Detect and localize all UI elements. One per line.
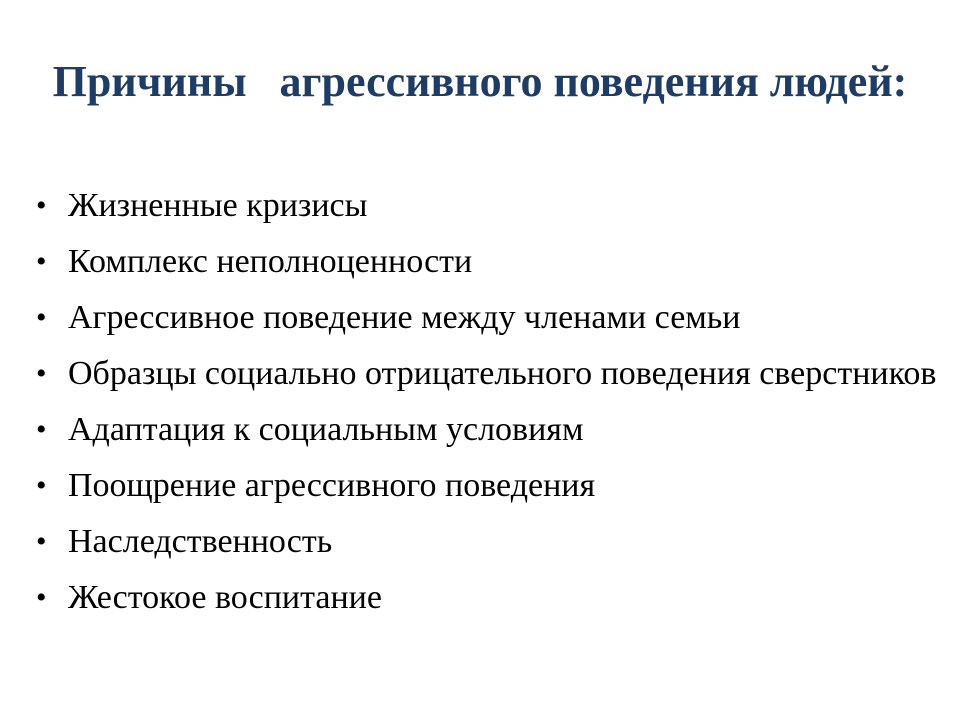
bullet-item xyxy=(30,242,940,282)
bullet-text: Образцы социально отрицательного поведения сверстников xyxy=(68,355,937,392)
bullet-icon: • xyxy=(36,245,47,278)
bullet-icon: • xyxy=(36,189,47,222)
bullet-icon: • xyxy=(36,469,47,502)
bullet-list xyxy=(30,186,940,634)
bullet-text: Жестокое воспитание xyxy=(68,579,382,616)
bullet-text: Наследственность xyxy=(68,523,333,560)
bullet-item xyxy=(30,354,940,394)
bullet-item xyxy=(30,186,940,226)
bullet-icon: • xyxy=(36,301,47,334)
bullet-text: Комплекс неполноценности xyxy=(68,243,473,280)
bullet-text: Жизненные кризисы xyxy=(68,187,368,224)
bullet-icon: • xyxy=(36,413,47,446)
bullet-item xyxy=(30,298,940,338)
bullet-text: Поощрение агрессивного поведения xyxy=(68,467,596,504)
bullet-icon: • xyxy=(36,525,47,558)
slide-title: Причины агрессивного поведения людей: xyxy=(52,57,908,106)
bullet-text: Адаптация к социальным условиям xyxy=(68,411,584,448)
bullet-text: Агрессивное поведение между членами семьи xyxy=(68,299,741,336)
bullet-item xyxy=(30,522,940,562)
bullet-icon: • xyxy=(36,581,47,614)
bullet-item xyxy=(30,466,940,506)
bullet-item xyxy=(30,578,940,618)
bullet-icon: • xyxy=(36,357,47,390)
bullet-item xyxy=(30,410,940,450)
